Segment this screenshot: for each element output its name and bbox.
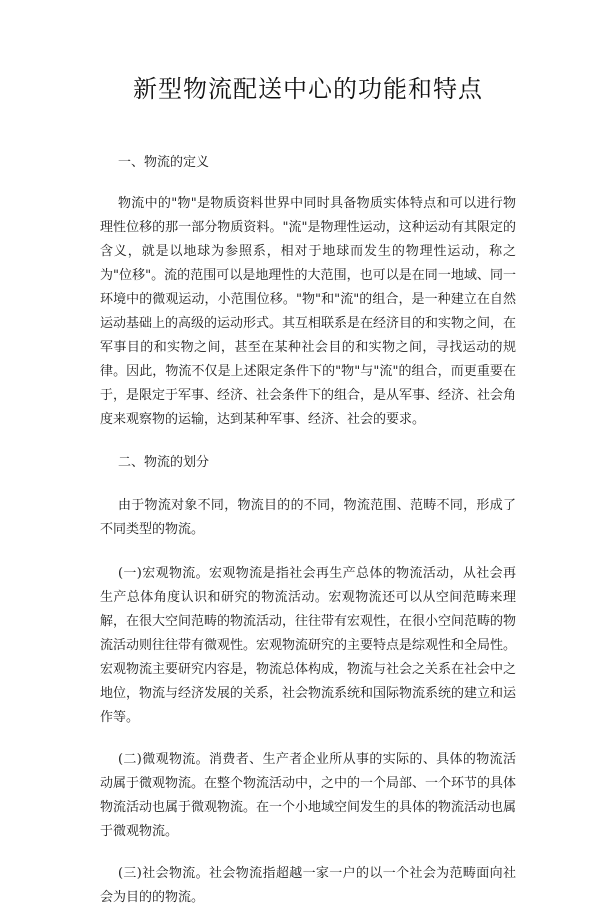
document-title: 新型物流配送中心的功能和特点 (133, 75, 483, 103)
paragraph-definition: 物流中的"物"是物质资料世界中同时具备物质实体特点和可以进行物理性位移的那一部分物质资料。"流"是物理性运动，这种运动有其限定的含义，就是以地球为参照系，相对于地球而发生的物理性运动，称之为"位移"。流的范围可以是地理性的大范围，也可以是在同一地域、同一环境中的微观运动，小范围位移。"物"和"流"的组合，是一种建立在自然运动基础上的高级的运动形式。其互相联系是在经济目的和实物之间，在军事目的和实物之间，甚至在某种社会目的和实物之间，寻找运动的规律。因此，物流不仅是上述限定条件下的"物"与"流"的组合，而更重要在于，是限定于军事、经济、社会条件下的组合，是从军事、经济、社会角度来观察物的运输，达到某种军事、经济、社会的要求。 (100, 196, 517, 427)
paragraph-macro-logistics: (一)宏观物流。宏观物流是指社会再生产总体的物流活动，从社会再生产总体角度认识和研究的物流活动。宏观物流还可以从空间范畴来理解，在很大空间范畴的物流活动，往往带有宏观性，在很小空间范畴的物流活动则往往带有微观性。宏观物流研究的主要特点是综观性和全局性。宏观物流主要研究内容是，物流总体构成，物流与社会之关系在社会中之地位，物流与经济发展的关系，社会物流系统和国际物流系统的建立和运作等。 (100, 566, 517, 725)
section-heading-definition: 一、物流的定义 (118, 155, 210, 170)
paragraph-social-logistics: (三)社会物流。社会物流指超越一家一户的以一个社会为范畴面向社会为目的的物流。 (100, 866, 516, 905)
paragraph-classification-intro: 由于物流对象不同，物流目的的不同，物流范围、范畴不同，形成了不同类型的物流。 (100, 498, 516, 537)
paragraph-micro-logistics: (二)微观物流。消费者、生产者企业所从事的实际的、具体的物流活动属于微观物流。在整个物流活动中，之中的一个局部、一个环节的具体物流活动也属于微观物流。在一个小地域空间发生的具体的物流活动也属于微观物流。 (100, 752, 517, 839)
section-heading-classification: 二、物流的划分 (118, 455, 210, 470)
